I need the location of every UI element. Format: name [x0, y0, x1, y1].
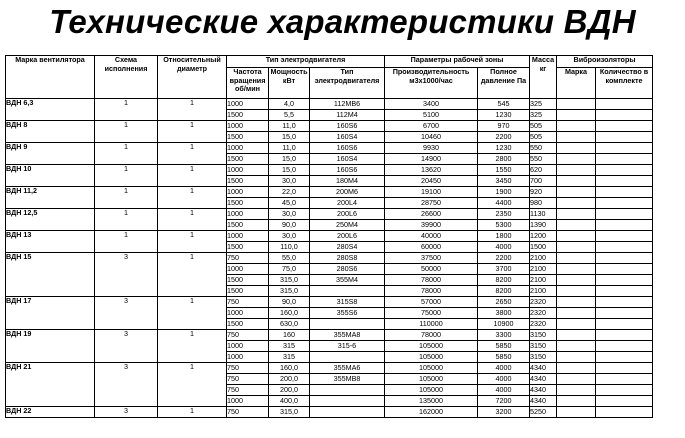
capacity-cell: 50000 [385, 264, 478, 275]
vibro-qty-cell [596, 99, 653, 110]
vibro-brand-cell [557, 341, 596, 352]
model-cell: ВДН 13 [6, 231, 95, 253]
vibro-qty-cell [596, 132, 653, 143]
model-cell: ВДН 11,2 [6, 187, 95, 209]
diameter-cell: 1 [158, 253, 227, 297]
header-capacity: Производительность м3х1000/час [385, 68, 478, 99]
capacity-cell: 37500 [385, 253, 478, 264]
motor-cell: 355МВ8 [310, 374, 385, 385]
vibro-qty-cell [596, 275, 653, 286]
power-cell: 90,0 [269, 220, 310, 231]
spec-table [5, 55, 653, 418]
vibro-qty-cell [596, 176, 653, 187]
power-cell: 160,0 [269, 363, 310, 374]
scheme-cell: 3 [95, 297, 158, 330]
model-cell: ВДН 19 [6, 330, 95, 363]
vibro-brand-cell [557, 396, 596, 407]
diameter-cell: 1 [158, 330, 227, 363]
table-row [6, 231, 653, 242]
pressure-cell: 1550 [478, 165, 530, 176]
power-cell: 5,5 [269, 110, 310, 121]
capacity-cell: 9930 [385, 143, 478, 154]
vibro-qty-cell [596, 143, 653, 154]
header-rel-diam: Относительный диаметр [158, 56, 227, 99]
table-row [6, 363, 653, 374]
capacity-cell: 28750 [385, 198, 478, 209]
model-cell: ВДН 12,5 [6, 209, 95, 231]
speed-cell: 750 [227, 297, 269, 308]
capacity-cell: 14900 [385, 154, 478, 165]
mass-cell: 1200 [530, 231, 557, 242]
speed-cell: 1000 [227, 187, 269, 198]
pressure-cell: 4000 [478, 242, 530, 253]
mass-cell: 325 [530, 110, 557, 121]
pressure-cell: 5300 [478, 220, 530, 231]
pressure-cell: 1900 [478, 187, 530, 198]
table-row [6, 165, 653, 176]
capacity-cell: 10460 [385, 132, 478, 143]
vibro-brand-cell [557, 132, 596, 143]
power-cell: 315 [269, 352, 310, 363]
pressure-cell: 4000 [478, 374, 530, 385]
capacity-cell: 105000 [385, 352, 478, 363]
scheme-cell: 3 [95, 363, 158, 407]
power-cell: 200,0 [269, 374, 310, 385]
vibro-brand-cell [557, 253, 596, 264]
power-cell: 11,0 [269, 121, 310, 132]
motor-cell: 280S4 [310, 242, 385, 253]
pressure-cell: 970 [478, 121, 530, 132]
vibro-qty-cell [596, 231, 653, 242]
mass-cell: 2100 [530, 286, 557, 297]
mass-cell: 620 [530, 165, 557, 176]
vibro-qty-cell [596, 209, 653, 220]
vibro-qty-cell [596, 187, 653, 198]
capacity-cell: 19100 [385, 187, 478, 198]
power-cell: 160 [269, 330, 310, 341]
power-cell: 30,0 [269, 209, 310, 220]
pressure-cell: 8200 [478, 286, 530, 297]
model-cell: ВДН 21 [6, 363, 95, 407]
mass-cell: 2100 [530, 253, 557, 264]
mass-cell: 980 [530, 198, 557, 209]
vibro-brand-cell [557, 385, 596, 396]
vibro-brand-cell [557, 99, 596, 110]
vibro-brand-cell [557, 110, 596, 121]
table-row [6, 99, 653, 110]
table-row [6, 187, 653, 198]
pressure-cell: 5850 [478, 341, 530, 352]
motor-cell [310, 319, 385, 330]
motor-cell: 280S6 [310, 264, 385, 275]
header-pressure: Полное давление Па [478, 68, 530, 99]
mass-cell: 5250 [530, 407, 557, 418]
capacity-cell: 39900 [385, 220, 478, 231]
scheme-cell: 1 [95, 165, 158, 187]
pressure-cell: 7200 [478, 396, 530, 407]
motor-cell: 250М4 [310, 220, 385, 231]
scheme-cell: 3 [95, 253, 158, 297]
speed-cell: 1000 [227, 231, 269, 242]
vibro-brand-cell [557, 286, 596, 297]
pressure-cell: 5850 [478, 352, 530, 363]
vibro-qty-cell [596, 121, 653, 132]
power-cell: 15,0 [269, 132, 310, 143]
speed-cell: 750 [227, 374, 269, 385]
speed-cell: 1500 [227, 242, 269, 253]
vibro-brand-cell [557, 308, 596, 319]
vibro-qty-cell [596, 242, 653, 253]
speed-cell: 750 [227, 363, 269, 374]
pressure-cell: 2350 [478, 209, 530, 220]
diameter-cell: 1 [158, 231, 227, 253]
speed-cell: 1000 [227, 209, 269, 220]
page-title: Технические характеристики ВДН [49, 3, 636, 40]
motor-cell [310, 396, 385, 407]
pressure-cell: 3800 [478, 308, 530, 319]
vibro-qty-cell [596, 341, 653, 352]
power-cell: 11,0 [269, 143, 310, 154]
vibro-qty-cell [596, 374, 653, 385]
motor-cell: 160S4 [310, 154, 385, 165]
pressure-cell: 10900 [478, 319, 530, 330]
motor-cell: 180М4 [310, 176, 385, 187]
capacity-cell: 20450 [385, 176, 478, 187]
motor-cell: 355S6 [310, 308, 385, 319]
vibro-brand-cell [557, 165, 596, 176]
header-vibro-qty: Количество в комплекте [596, 68, 653, 99]
pressure-cell: 8200 [478, 275, 530, 286]
pressure-cell: 2800 [478, 154, 530, 165]
capacity-cell: 110000 [385, 319, 478, 330]
motor-cell: 315S8 [310, 297, 385, 308]
header-scheme: Схема исполнения [95, 56, 158, 99]
speed-cell: 1500 [227, 319, 269, 330]
power-cell: 200,0 [269, 385, 310, 396]
pressure-cell: 2200 [478, 253, 530, 264]
vibro-qty-cell [596, 319, 653, 330]
speed-cell: 1500 [227, 110, 269, 121]
pressure-cell: 4000 [478, 363, 530, 374]
capacity-cell: 13620 [385, 165, 478, 176]
speed-cell: 1000 [227, 121, 269, 132]
vibro-brand-cell [557, 319, 596, 330]
vibro-qty-cell [596, 352, 653, 363]
table-row [6, 209, 653, 220]
vibro-brand-cell [557, 407, 596, 418]
mass-cell: 1390 [530, 220, 557, 231]
speed-cell: 1000 [227, 308, 269, 319]
power-cell: 75,0 [269, 264, 310, 275]
power-cell: 4,0 [269, 99, 310, 110]
scheme-cell: 3 [95, 330, 158, 363]
model-cell: ВДН 8 [6, 121, 95, 143]
diameter-cell: 1 [158, 187, 227, 209]
vibro-brand-cell [557, 363, 596, 374]
mass-cell: 505 [530, 132, 557, 143]
pressure-cell: 1800 [478, 231, 530, 242]
vibro-brand-cell [557, 374, 596, 385]
table-row [6, 253, 653, 264]
mass-cell: 2320 [530, 319, 557, 330]
diameter-cell: 1 [158, 209, 227, 231]
motor-cell: 355МА6 [310, 363, 385, 374]
spec-table-body [6, 99, 653, 418]
mass-cell: 4340 [530, 385, 557, 396]
power-cell: 30,0 [269, 176, 310, 187]
vibro-brand-cell [557, 330, 596, 341]
pressure-cell: 3200 [478, 407, 530, 418]
capacity-cell: 6700 [385, 121, 478, 132]
diameter-cell: 1 [158, 297, 227, 330]
vibro-brand-cell [557, 231, 596, 242]
power-cell: 315 [269, 341, 310, 352]
vibro-brand-cell [557, 143, 596, 154]
speed-cell: 1500 [227, 275, 269, 286]
speed-cell: 1000 [227, 264, 269, 275]
speed-cell: 750 [227, 253, 269, 264]
speed-cell: 750 [227, 330, 269, 341]
motor-cell: 315-6 [310, 341, 385, 352]
power-cell: 315,0 [269, 275, 310, 286]
header-motor: Тип электродвигателя [310, 68, 385, 99]
power-cell: 90,0 [269, 297, 310, 308]
pressure-cell: 1230 [478, 110, 530, 121]
capacity-cell: 78000 [385, 275, 478, 286]
capacity-cell: 5100 [385, 110, 478, 121]
scheme-cell: 1 [95, 121, 158, 143]
diameter-cell: 1 [158, 99, 227, 121]
motor-cell [310, 286, 385, 297]
speed-cell: 750 [227, 407, 269, 418]
header-speed: Частота вращения об/мин [227, 68, 269, 99]
mass-cell: 3150 [530, 341, 557, 352]
capacity-cell: 40000 [385, 231, 478, 242]
vibro-qty-cell [596, 308, 653, 319]
power-cell: 110,0 [269, 242, 310, 253]
motor-cell: 280S8 [310, 253, 385, 264]
mass-cell: 550 [530, 154, 557, 165]
vibro-brand-cell [557, 198, 596, 209]
speed-cell: 750 [227, 385, 269, 396]
capacity-cell: 162000 [385, 407, 478, 418]
model-cell: ВДН 10 [6, 165, 95, 187]
vibro-brand-cell [557, 187, 596, 198]
power-cell: 55,0 [269, 253, 310, 264]
power-cell: 15,0 [269, 165, 310, 176]
mass-cell: 1130 [530, 209, 557, 220]
vibro-qty-cell [596, 330, 653, 341]
power-cell: 15,0 [269, 154, 310, 165]
vibro-qty-cell [596, 286, 653, 297]
scheme-cell: 1 [95, 99, 158, 121]
capacity-cell: 78000 [385, 286, 478, 297]
motor-cell: 160S6 [310, 143, 385, 154]
power-cell: 30,0 [269, 231, 310, 242]
vibro-brand-cell [557, 242, 596, 253]
vibro-brand-cell [557, 154, 596, 165]
table-row [6, 297, 653, 308]
vibro-qty-cell [596, 253, 653, 264]
motor-cell [310, 352, 385, 363]
mass-cell: 4340 [530, 374, 557, 385]
mass-cell: 1500 [530, 242, 557, 253]
pressure-cell: 4000 [478, 385, 530, 396]
vibro-qty-cell [596, 363, 653, 374]
pressure-cell: 3700 [478, 264, 530, 275]
capacity-cell: 3400 [385, 99, 478, 110]
mass-cell: 700 [530, 176, 557, 187]
capacity-cell: 75000 [385, 308, 478, 319]
diameter-cell: 1 [158, 121, 227, 143]
power-cell: 315,0 [269, 286, 310, 297]
header-vibro: Виброизоляторы [557, 56, 653, 68]
vibro-qty-cell [596, 297, 653, 308]
motor-cell: 355М4 [310, 275, 385, 286]
vibro-qty-cell [596, 385, 653, 396]
capacity-cell: 105000 [385, 341, 478, 352]
model-cell: ВДН 15 [6, 253, 95, 297]
diameter-cell: 1 [158, 143, 227, 165]
speed-cell: 1000 [227, 352, 269, 363]
speed-cell: 1500 [227, 198, 269, 209]
speed-cell: 1500 [227, 220, 269, 231]
scheme-cell: 1 [95, 143, 158, 165]
pressure-cell: 3450 [478, 176, 530, 187]
speed-cell: 1000 [227, 143, 269, 154]
pressure-cell: 545 [478, 99, 530, 110]
vibro-brand-cell [557, 209, 596, 220]
motor-cell [310, 385, 385, 396]
table-row [6, 330, 653, 341]
mass-cell: 920 [530, 187, 557, 198]
header-power: Мощность кВт [269, 68, 310, 99]
model-cell: ВДН 22 [6, 407, 95, 418]
table-row [6, 407, 653, 418]
mass-cell: 325 [530, 99, 557, 110]
vibro-brand-cell [557, 176, 596, 187]
motor-cell: 200L6 [310, 231, 385, 242]
speed-cell: 1000 [227, 99, 269, 110]
mass-cell: 2320 [530, 308, 557, 319]
pressure-cell: 4400 [478, 198, 530, 209]
table-row [6, 143, 653, 154]
motor-cell: 112МВ6 [310, 99, 385, 110]
pressure-cell: 2650 [478, 297, 530, 308]
power-cell: 400,0 [269, 396, 310, 407]
motor-cell: 160S6 [310, 121, 385, 132]
speed-cell: 1000 [227, 165, 269, 176]
mass-cell: 4340 [530, 396, 557, 407]
capacity-cell: 78000 [385, 330, 478, 341]
vibro-qty-cell [596, 110, 653, 121]
capacity-cell: 57000 [385, 297, 478, 308]
vibro-brand-cell [557, 264, 596, 275]
vibro-brand-cell [557, 220, 596, 231]
diameter-cell: 1 [158, 363, 227, 407]
capacity-cell: 105000 [385, 363, 478, 374]
capacity-cell: 105000 [385, 385, 478, 396]
mass-cell: 2100 [530, 264, 557, 275]
vibro-brand-cell [557, 352, 596, 363]
speed-cell: 1500 [227, 286, 269, 297]
diameter-cell: 1 [158, 165, 227, 187]
mass-cell: 2100 [530, 275, 557, 286]
mass-cell: 550 [530, 143, 557, 154]
vibro-qty-cell [596, 396, 653, 407]
vibro-qty-cell [596, 220, 653, 231]
table-row [6, 121, 653, 132]
motor-cell: 200L6 [310, 209, 385, 220]
header-vibro-brand: Марка [557, 68, 596, 99]
vibro-brand-cell [557, 121, 596, 132]
capacity-cell: 26600 [385, 209, 478, 220]
power-cell: 45,0 [269, 198, 310, 209]
diameter-cell: 1 [158, 407, 227, 418]
speed-cell: 1500 [227, 154, 269, 165]
vibro-brand-cell [557, 297, 596, 308]
vibro-brand-cell [557, 275, 596, 286]
model-cell: ВДН 6,3 [6, 99, 95, 121]
vibro-qty-cell [596, 154, 653, 165]
vibro-qty-cell [596, 198, 653, 209]
vibro-qty-cell [596, 407, 653, 418]
vibro-qty-cell [596, 165, 653, 176]
power-cell: 630,0 [269, 319, 310, 330]
mass-cell: 505 [530, 121, 557, 132]
power-cell: 160,0 [269, 308, 310, 319]
pressure-cell: 3300 [478, 330, 530, 341]
motor-cell: 112М4 [310, 110, 385, 121]
scheme-cell: 1 [95, 209, 158, 231]
mass-cell: 2320 [530, 297, 557, 308]
header-mass: Масса кг [530, 56, 557, 99]
motor-cell: 160S4 [310, 132, 385, 143]
model-cell: ВДН 17 [6, 297, 95, 330]
mass-cell: 3150 [530, 352, 557, 363]
motor-cell: 200М6 [310, 187, 385, 198]
mass-cell: 4340 [530, 363, 557, 374]
scheme-cell: 1 [95, 187, 158, 209]
header-work-zone: Параметры рабочей зоны [385, 56, 530, 68]
motor-cell: 355МА8 [310, 330, 385, 341]
pressure-cell: 2200 [478, 132, 530, 143]
speed-cell: 1000 [227, 396, 269, 407]
model-cell: ВДН 9 [6, 143, 95, 165]
motor-cell [310, 407, 385, 418]
speed-cell: 1500 [227, 176, 269, 187]
header-brand: Марка вентилятора [6, 56, 95, 99]
mass-cell: 3150 [530, 330, 557, 341]
capacity-cell: 105000 [385, 374, 478, 385]
vibro-qty-cell [596, 264, 653, 275]
capacity-cell: 135000 [385, 396, 478, 407]
motor-cell: 200L4 [310, 198, 385, 209]
power-cell: 315,0 [269, 407, 310, 418]
speed-cell: 1000 [227, 341, 269, 352]
header-motor-type: Тип электродвигателя [227, 56, 385, 68]
motor-cell: 160S6 [310, 165, 385, 176]
capacity-cell: 60000 [385, 242, 478, 253]
scheme-cell: 3 [95, 407, 158, 418]
speed-cell: 1500 [227, 132, 269, 143]
pressure-cell: 1230 [478, 143, 530, 154]
scheme-cell: 1 [95, 231, 158, 253]
power-cell: 22,0 [269, 187, 310, 198]
